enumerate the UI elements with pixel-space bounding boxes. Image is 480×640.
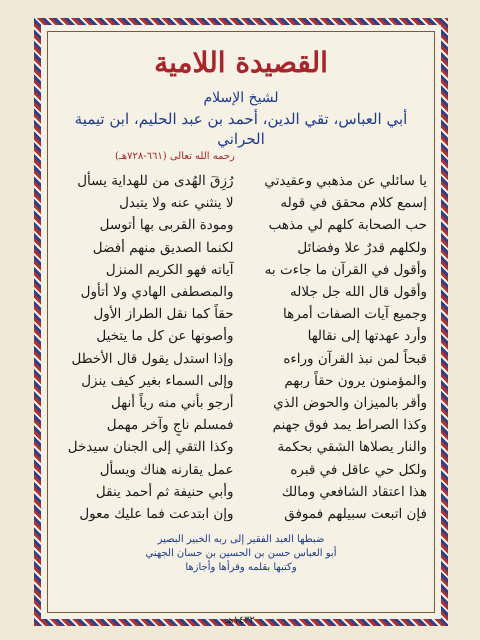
verse xyxy=(55,192,427,214)
colophon-line: وكتبها بقلمه وقرأها وأجازها xyxy=(185,562,297,573)
hemistich-first: وأرد عهدتها إلى نقالها xyxy=(307,328,427,345)
hemistich-first: ولكل حي عاقل في قبره xyxy=(290,461,427,478)
colophon xyxy=(51,533,431,575)
hemistich-second: فمسلم ناجٍ وآخر مهمل xyxy=(106,417,234,434)
hemistich-second: وإذا استدل يقول قال الأخطل xyxy=(71,350,234,367)
hemistich-first: وكذا الصراط يمد فوق جهنم xyxy=(272,417,427,434)
hemistich-first: والنار يصلاها الشقي بحكمة xyxy=(277,439,427,456)
hemistich-second: وأبي حنيفة ثم أحمد ينقل xyxy=(95,483,234,500)
hemistich-second: عمل يقارنه هناك ويسأل xyxy=(99,461,234,478)
hemistich-first: وأقول قال الله جل جلاله xyxy=(290,284,427,301)
hemistich-first: وأقر بالميزان والحوض الذي xyxy=(273,394,427,411)
verse xyxy=(55,481,427,503)
hemistich-second: وإلى السماء بغير كيف ينزل xyxy=(81,372,234,389)
hemistich-first: قبحاً لمن نبذ القرآن وراءه xyxy=(283,350,427,367)
verse xyxy=(55,259,427,281)
hemistich-first: ولكلهم قدرٌ علا وفضائل xyxy=(297,239,427,256)
hemistich-first: حب الصحابة كلهم لي مذهب xyxy=(268,217,427,234)
hemistich-first: يا سائلي عن مذهبي وعقيدتي xyxy=(264,173,427,190)
content-area xyxy=(51,31,431,613)
verse xyxy=(55,281,427,303)
poem-title: القصيدة اللامية xyxy=(154,46,328,79)
page-number: ١٤٣٢هـ xyxy=(225,615,255,626)
hemistich-second: رُزِقَ الهُدى من للهداية يسأل xyxy=(77,173,234,190)
hemistich-second: وأصونها عن كل ما يتخيل xyxy=(96,328,234,345)
verse xyxy=(55,414,427,436)
hemistich-second: لا ينثني عنه ولا يتبدل xyxy=(119,195,234,212)
hemistich-second: آياته فهو الكريم المنزل xyxy=(105,261,234,278)
hemistich-first: والمؤمنون يرون حقاً ربهم xyxy=(284,372,427,389)
verse xyxy=(55,325,427,347)
verse xyxy=(55,392,427,414)
colophon-line: أبو العباس حسن بن الحسين بن حسان الجهني xyxy=(145,548,337,559)
hemistich-second: والمصطفى الهادي ولا أتأول xyxy=(80,284,234,301)
hemistich-first: إسمع كلام محقق في قوله xyxy=(280,195,427,212)
hemistich-first: وجميع آيات الصفات أمرها xyxy=(282,306,427,323)
hemistich-second: وإن ابتدعت فما عليك معول xyxy=(79,505,234,522)
colophon-line: ضبطها العبد الفقير إلى ربه الخبير البصير xyxy=(157,534,325,545)
verse xyxy=(55,370,427,392)
hemistich-first: فإن اتبعت سبيلهم فموفق xyxy=(284,505,427,522)
decorative-border xyxy=(34,18,448,626)
verse xyxy=(55,170,427,192)
verse xyxy=(55,436,427,458)
verse xyxy=(55,503,427,525)
verse xyxy=(55,237,427,259)
author-dates: رحمه الله تعالى (٦٦١-٧٢٨هـ) xyxy=(115,151,235,162)
hemistich-first: وأقول في القرآن ما جاءت به xyxy=(264,261,427,278)
hemistich-second: أرجو بأني منه رياً أنهل xyxy=(111,394,234,411)
hemistich-second: وكذا التقي إلى الجنان سيدخل xyxy=(67,439,234,456)
verse xyxy=(55,348,427,370)
poem xyxy=(51,170,431,525)
verse xyxy=(55,214,427,236)
subtitle: لشيخ الإسلام xyxy=(203,90,279,106)
hemistich-second: لكنما الصديق منهم أفضل xyxy=(92,239,234,256)
hemistich-second: حقاً كما نقل الطراز الأول xyxy=(93,306,234,323)
hemistich-second: ومودة القربى بها أتوسل xyxy=(99,217,234,234)
author-name: أبي العباس، تقي الدين، أحمد بن عبد الحليم، ابن تيمية الحراني xyxy=(74,110,408,148)
verse xyxy=(55,458,427,480)
verse xyxy=(55,303,427,325)
hemistich-first: هذا اعتقاد الشافعي ومالك xyxy=(281,483,427,500)
